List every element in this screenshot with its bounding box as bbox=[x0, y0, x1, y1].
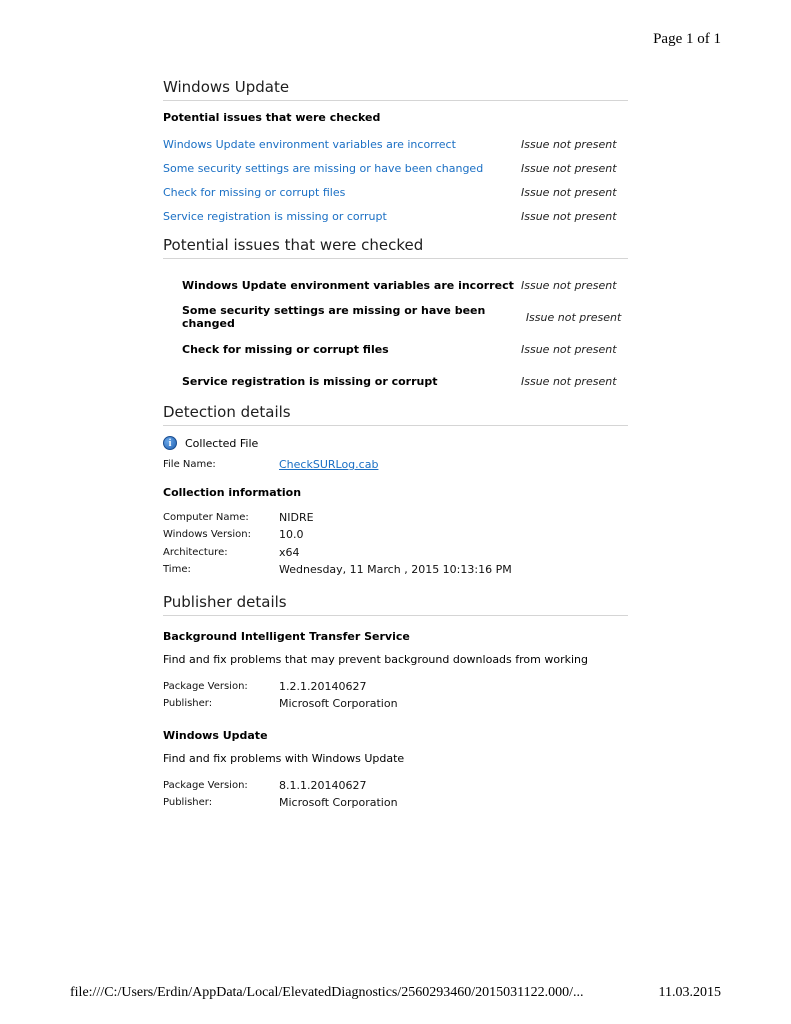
collection-value: Wednesday, 11 March , 2015 10:13:16 PM bbox=[279, 563, 512, 577]
collection-row bbox=[163, 509, 628, 527]
issue-status: Issue not present bbox=[521, 209, 617, 223]
issue-status: Issue not present bbox=[521, 374, 617, 388]
package-version-value: 1.2.1.20140627 bbox=[279, 679, 367, 693]
issue-link[interactable]: Check for missing or corrupt files bbox=[163, 185, 346, 199]
section-title-windows-update: Windows Update bbox=[163, 78, 628, 101]
issue-row bbox=[163, 156, 628, 180]
package-publisher-value: Microsoft Corporation bbox=[279, 796, 398, 810]
collection-row bbox=[163, 526, 628, 544]
package-publisher-key: Publisher: bbox=[163, 797, 213, 809]
collection-key: Architecture: bbox=[163, 546, 228, 558]
file-name-row bbox=[163, 456, 628, 474]
collection-value: 10.0 bbox=[279, 528, 304, 542]
collection-row bbox=[163, 544, 628, 562]
issue-detail-name: Some security settings are missing or have been changed bbox=[182, 304, 486, 330]
issue-row bbox=[163, 132, 628, 156]
package-version-key: Package Version: bbox=[163, 779, 248, 791]
collection-key: Time: bbox=[163, 564, 191, 576]
package-version-row bbox=[163, 777, 628, 795]
footer-file-path: file:///C:/Users/Erdin/AppData/Local/ElevatedDiagnostics/2560293460/2015031122.000/... bbox=[70, 985, 584, 1000]
package-publisher-value: Microsoft Corporation bbox=[279, 697, 398, 711]
file-name-key: File Name: bbox=[163, 459, 216, 471]
package-version-value: 8.1.1.20140627 bbox=[279, 778, 367, 792]
collected-file-line bbox=[163, 436, 628, 450]
issue-status: Issue not present bbox=[521, 278, 617, 292]
section-title-potential-issues: Potential issues that were checked bbox=[163, 236, 628, 259]
issue-detail-row bbox=[163, 333, 628, 365]
package-publisher-row bbox=[163, 794, 628, 812]
issue-row bbox=[163, 204, 628, 228]
collection-row bbox=[163, 561, 628, 579]
issue-detail-name: Service registration is missing or corrupt bbox=[182, 374, 438, 388]
issue-detail-row bbox=[163, 365, 628, 397]
package-description: Find and fix problems that may prevent background downloads from working bbox=[163, 652, 588, 666]
collection-value: NIDRE bbox=[279, 510, 314, 524]
collection-key: Windows Version: bbox=[163, 529, 251, 541]
issue-status: Issue not present bbox=[521, 137, 617, 151]
issue-detail-name: Check for missing or corrupt files bbox=[182, 342, 389, 356]
collection-heading: Collection information bbox=[163, 485, 302, 499]
issue-status: Issue not present bbox=[521, 161, 617, 175]
issue-detail-name: Windows Update environment variables are incorrect bbox=[182, 278, 514, 292]
issue-detail-row bbox=[163, 301, 628, 333]
issue-detail-row bbox=[163, 269, 628, 301]
issue-status: Issue not present bbox=[521, 185, 617, 199]
package-version-row bbox=[163, 678, 628, 696]
issue-link[interactable]: Service registration is missing or corrupt bbox=[163, 209, 387, 223]
info-icon: i bbox=[163, 436, 177, 450]
footer-date: 11.03.2015 bbox=[658, 985, 721, 1000]
issue-row bbox=[163, 180, 628, 204]
section-title-publisher: Publisher details bbox=[163, 593, 628, 616]
package-publisher-row bbox=[163, 695, 628, 713]
issue-link[interactable]: Some security settings are missing or have been changed bbox=[163, 161, 484, 175]
package-name: Windows Update bbox=[163, 728, 268, 742]
package-version-key: Package Version: bbox=[163, 680, 248, 692]
collection-key: Computer Name: bbox=[163, 511, 249, 523]
package-name: Background Intelligent Transfer Service bbox=[163, 629, 410, 643]
issue-status: Issue not present bbox=[521, 342, 617, 356]
collected-file-label: Collected File bbox=[185, 436, 259, 450]
package-description: Find and fix problems with Windows Update bbox=[163, 751, 405, 765]
issue-status: Issue not present bbox=[525, 310, 622, 324]
package-publisher-key: Publisher: bbox=[163, 698, 213, 710]
issues-subheading: Potential issues that were checked bbox=[163, 111, 381, 124]
page-number: Page 1 of 1 bbox=[653, 31, 721, 47]
file-name-link[interactable]: CheckSURLog.cab bbox=[279, 458, 379, 472]
section-title-detection: Detection details bbox=[163, 403, 628, 426]
collection-value: x64 bbox=[279, 545, 300, 559]
report-content bbox=[163, 78, 628, 812]
issue-link[interactable]: Windows Update environment variables are incorrect bbox=[163, 137, 456, 151]
